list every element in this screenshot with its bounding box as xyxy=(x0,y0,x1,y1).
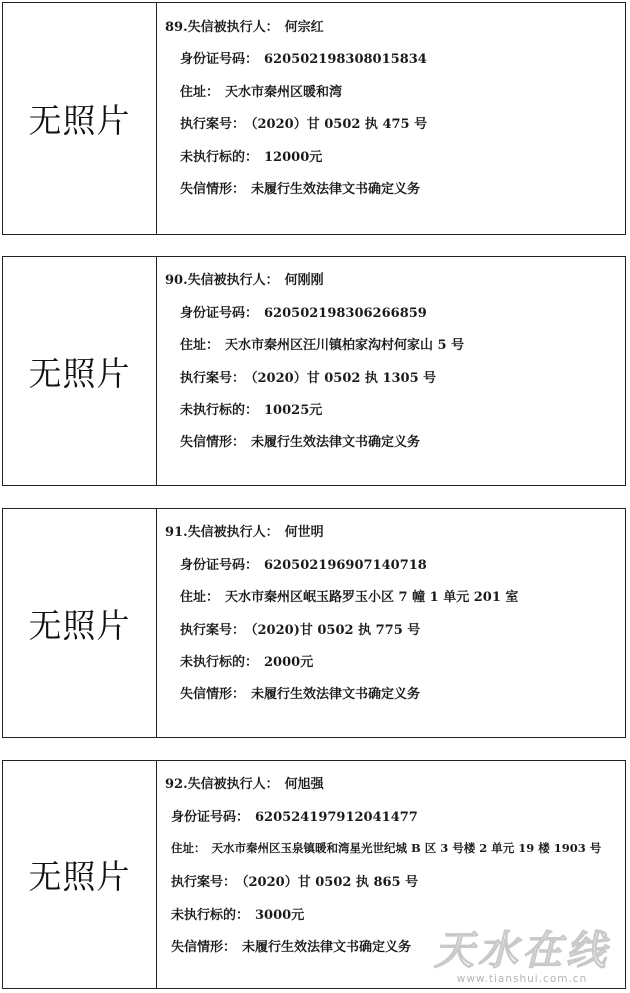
watermark-url: www.tianshui.com.cn xyxy=(456,973,588,985)
debtor-label: 91.失信被执行人： xyxy=(165,525,279,540)
id-value: 620502196907140718 xyxy=(264,558,427,573)
debtor-name: 何刚刚 xyxy=(284,273,324,288)
dishonest-label: 失信情形： xyxy=(180,182,246,197)
dishonest-label: 失信情形： xyxy=(171,940,237,955)
id-label: 身份证号码： xyxy=(180,52,259,67)
photo-placeholder xyxy=(3,3,157,234)
debtor-name-row xyxy=(165,773,324,792)
case-number-row xyxy=(171,871,418,890)
address-row xyxy=(180,81,342,100)
debtor-card-90 xyxy=(2,256,626,486)
amount-row xyxy=(180,146,322,165)
debtor-name-row xyxy=(165,16,324,35)
case-value: （2020）甘 0502 执 865 号 xyxy=(242,875,419,890)
case-label: 执行案号： xyxy=(171,875,237,890)
amount-row xyxy=(171,904,304,923)
debtor-card-89 xyxy=(2,2,626,235)
debtor-info xyxy=(157,3,625,234)
no-photo-text: 无照片 xyxy=(28,353,131,393)
case-number-row xyxy=(180,367,436,386)
dishonest-row xyxy=(180,431,420,450)
id-number-row xyxy=(180,302,427,321)
dishonest-value: 未履行生效法律文书确定义务 xyxy=(251,435,421,450)
debtor-name: 何世明 xyxy=(284,525,324,540)
id-value: 620502198306266859 xyxy=(264,306,427,321)
address-label: 住址： xyxy=(180,338,220,353)
id-value: 620524197912041477 xyxy=(255,810,418,825)
id-number-row xyxy=(171,806,418,825)
debtor-label: 89.失信被执行人： xyxy=(165,20,279,35)
debtor-name: 何旭强 xyxy=(284,777,324,792)
address-row xyxy=(171,840,601,856)
amount-value: 10025元 xyxy=(264,403,323,418)
debtor-name-row xyxy=(165,521,324,540)
debtor-label: 92.失信被执行人： xyxy=(165,777,279,792)
id-label: 身份证号码： xyxy=(180,558,259,573)
debtor-name: 何宗红 xyxy=(284,20,324,35)
site-watermark xyxy=(434,929,610,985)
debtor-card-91 xyxy=(2,508,626,738)
photo-placeholder xyxy=(3,257,157,485)
id-value: 620502198308015834 xyxy=(264,52,427,67)
no-photo-text: 无照片 xyxy=(28,605,131,645)
no-photo-text: 无照片 xyxy=(28,857,131,896)
photo-placeholder xyxy=(3,509,157,737)
case-number-row xyxy=(180,113,427,132)
photo-placeholder xyxy=(3,761,157,988)
case-label: 执行案号： xyxy=(180,117,246,132)
amount-row xyxy=(180,399,322,418)
amount-label: 未执行标的： xyxy=(180,655,259,670)
dishonest-value: 未履行生效法律文书确定义务 xyxy=(251,687,421,702)
id-label: 身份证号码： xyxy=(180,306,259,321)
address-value: 天水市秦州区岷玉路罗玉小区 7 幢 1 单元 201 室 xyxy=(225,590,519,605)
address-row xyxy=(180,586,518,605)
debtor-label: 90.失信被执行人： xyxy=(165,273,279,288)
debtor-info xyxy=(157,257,625,485)
address-label: 住址： xyxy=(171,841,206,855)
dishonest-label: 失信情形： xyxy=(180,435,246,450)
address-label: 住址： xyxy=(180,85,220,100)
amount-value: 3000元 xyxy=(255,908,305,923)
debtor-info xyxy=(157,509,625,737)
address-value: 天水市秦州区暖和湾 xyxy=(225,85,343,100)
id-number-row xyxy=(180,48,427,67)
watermark-title: 天水在线 xyxy=(434,928,610,974)
id-number-row xyxy=(180,554,427,573)
dishonest-label: 失信情形： xyxy=(180,687,246,702)
case-value: （2020）甘 0502 执 475 号 xyxy=(251,117,428,132)
amount-value: 12000元 xyxy=(264,150,323,165)
id-label: 身份证号码： xyxy=(171,810,250,825)
case-label: 执行案号： xyxy=(180,371,246,386)
case-label: 执行案号： xyxy=(180,623,246,638)
dishonest-row xyxy=(171,936,411,955)
dishonest-value: 未履行生效法律文书确定义务 xyxy=(242,940,412,955)
address-label: 住址： xyxy=(180,590,220,605)
case-number-row xyxy=(180,619,420,638)
address-value: 天水市秦州区玉泉镇暖和湾星光世纪城 B 区 3 号楼 2 单元 19 楼 1903 号 xyxy=(211,841,602,855)
amount-label: 未执行标的： xyxy=(171,908,250,923)
no-photo-text: 无照片 xyxy=(28,101,131,140)
amount-row xyxy=(180,651,313,670)
dishonest-row xyxy=(180,178,420,197)
case-value: （2020)甘 0502 执 775 号 xyxy=(251,623,421,638)
case-value: （2020）甘 0502 执 1305 号 xyxy=(251,371,437,386)
amount-value: 2000元 xyxy=(264,655,314,670)
amount-label: 未执行标的： xyxy=(180,403,259,418)
amount-label: 未执行标的： xyxy=(180,150,259,165)
debtor-name-row xyxy=(165,269,324,288)
dishonest-row xyxy=(180,683,420,702)
address-row xyxy=(180,334,464,353)
address-value: 天水市秦州区汪川镇柏家沟村何家山 5 号 xyxy=(225,338,465,353)
dishonest-value: 未履行生效法律文书确定义务 xyxy=(251,182,421,197)
